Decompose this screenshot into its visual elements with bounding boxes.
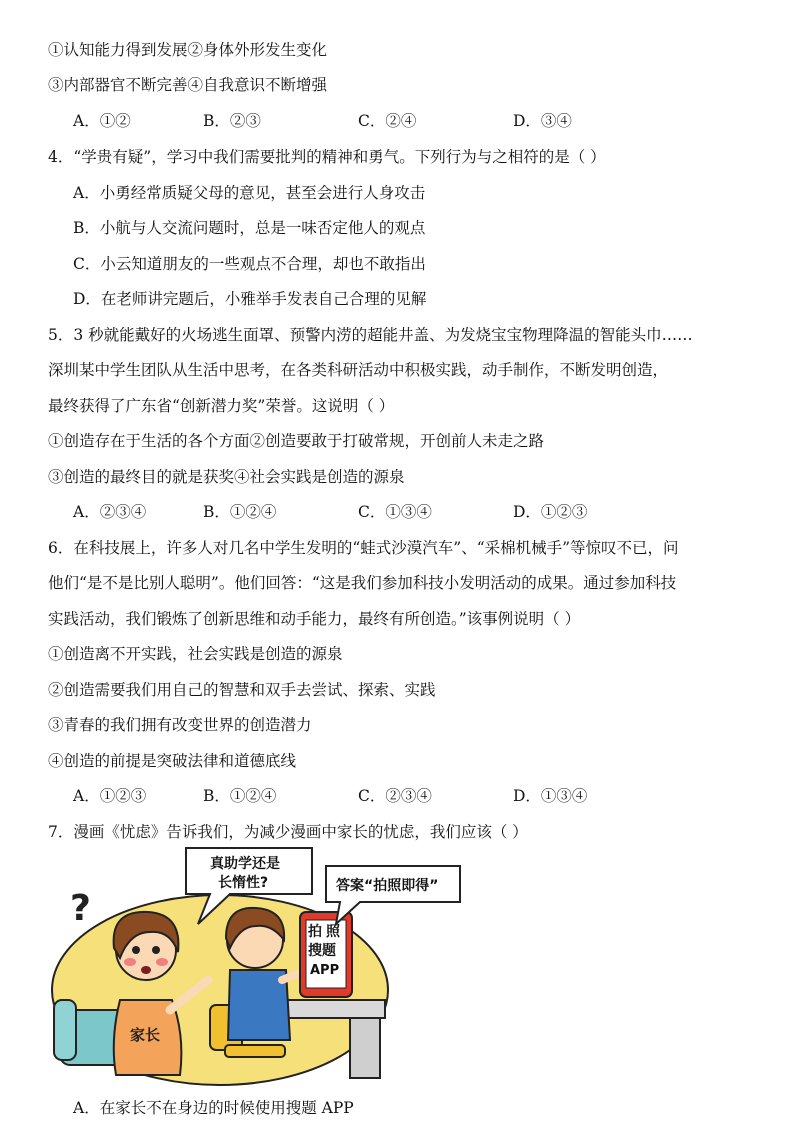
q5-option-d[interactable]: D．①②③: [513, 503, 588, 521]
q6-statement-1: ①创造离不开实践，社会实践是创造的源泉: [48, 645, 343, 663]
q3-statement-line-1: ①认知能力得到发展②身体外形发生变化: [48, 41, 328, 59]
q5-stem-line-2: 深圳某中学生团队从生活中思考，在各类科研活动中积极实践，动手制作，不断发明创造，: [48, 361, 669, 379]
svg-text:照: 照: [326, 924, 340, 940]
q3-option-a[interactable]: A．①②: [73, 112, 131, 130]
q3-option-d[interactable]: D．③④: [513, 112, 572, 130]
svg-text:APP: APP: [310, 963, 340, 978]
svg-text:真助学还是: 真助学还是: [210, 856, 280, 872]
q4-stem: 4．“学贵有疑”，学习中我们需要批判的精神和勇气。下列行为与之相符的是（ ）: [48, 148, 606, 166]
q6-option-b[interactable]: B．①②④: [203, 787, 277, 805]
worry-cartoon: [50, 840, 439, 1090]
svg-text:长惰性?: 长惰性?: [218, 875, 269, 891]
q6-stem-line-1: 6．在科技展上，许多人对几名中学生发明的“蛙式沙漠汽车”、“采棉机械手”等惊叹不已，问: [48, 539, 679, 557]
q3-option-b[interactable]: B．②③: [203, 112, 261, 130]
q3-statement-line-2: ③内部器官不断完善④自我意识不断增强: [48, 76, 328, 94]
q6-option-a[interactable]: A．①②③: [73, 787, 147, 805]
q4-option-a[interactable]: A．小勇经常质疑父母的意见，甚至会进行人身攻击: [73, 184, 426, 202]
q3-option-c[interactable]: C．②④: [358, 112, 417, 130]
q6-statement-2: ②创造需要我们用自己的智慧和双手去尝试、探索、实践: [48, 681, 436, 699]
q6-statement-4: ④创造的前提是突破法律和道德底线: [48, 752, 297, 770]
q5-stem-line-1: 5．3 秒就能戴好的火场逃生面罩、预警内涝的超能井盖、为发烧宝宝物理降温的智能头巾……: [48, 326, 693, 344]
q7-stem: 7．漫画《忧虑》告诉我们，为减少漫画中家长的忧虑，我们应该（ ）: [48, 823, 528, 841]
q5-stem-line-3: 最终获得了广东省“创新潜力奖”荣誉。这说明（ ）: [48, 397, 395, 415]
parent-label: 家长: [130, 1026, 161, 1044]
svg-text:答案“拍照即得”: 答案“拍照即得”: [336, 878, 439, 894]
q4-option-d[interactable]: D．在老师讲完题后，小雅举手发表自己合理的见解: [73, 290, 427, 308]
q5-statement-line-2: ③创造的最终目的就是获奖④社会实践是创造的源泉: [48, 468, 405, 486]
question-mark-icon: ?: [70, 888, 91, 929]
q6-stem-line-3: 实践活动，我们锻炼了创新思维和动手能力，最终有所创造。”该事例说明（ ）: [48, 610, 581, 628]
speech-bubble-answer: [326, 866, 460, 924]
q4-option-b[interactable]: B．小航与人交流问题时，总是一味否定他人的观点: [73, 219, 426, 237]
q5-statement-line-1: ①创造存在于生活的各个方面②创造要敢于打破常规，开创前人未走之路: [48, 432, 545, 450]
q6-statement-3: ③青春的我们拥有改变世界的创造潜力: [48, 716, 312, 734]
svg-text:拍: 拍: [308, 924, 322, 940]
q6-stem-line-2: 他们“是不是比别人聪明”。他们回答：“这是我们参加科技小发明活动的成果。通过参加科技: [48, 574, 677, 592]
svg-text:搜题: 搜题: [308, 943, 336, 959]
q5-option-b[interactable]: B．①②④: [203, 503, 277, 521]
q5-option-c[interactable]: C．①③④: [358, 503, 432, 521]
q4-option-c[interactable]: C．小云知道朋友的一些观点不合理，却也不敢指出: [73, 255, 426, 273]
q6-option-c[interactable]: C．②③④: [358, 787, 432, 805]
q6-option-d[interactable]: D．①③④: [513, 787, 588, 805]
q7-option-a[interactable]: A．在家长不在身边的时候使用搜题 APP: [73, 1099, 354, 1117]
q5-option-a[interactable]: A．②③④: [73, 503, 147, 521]
